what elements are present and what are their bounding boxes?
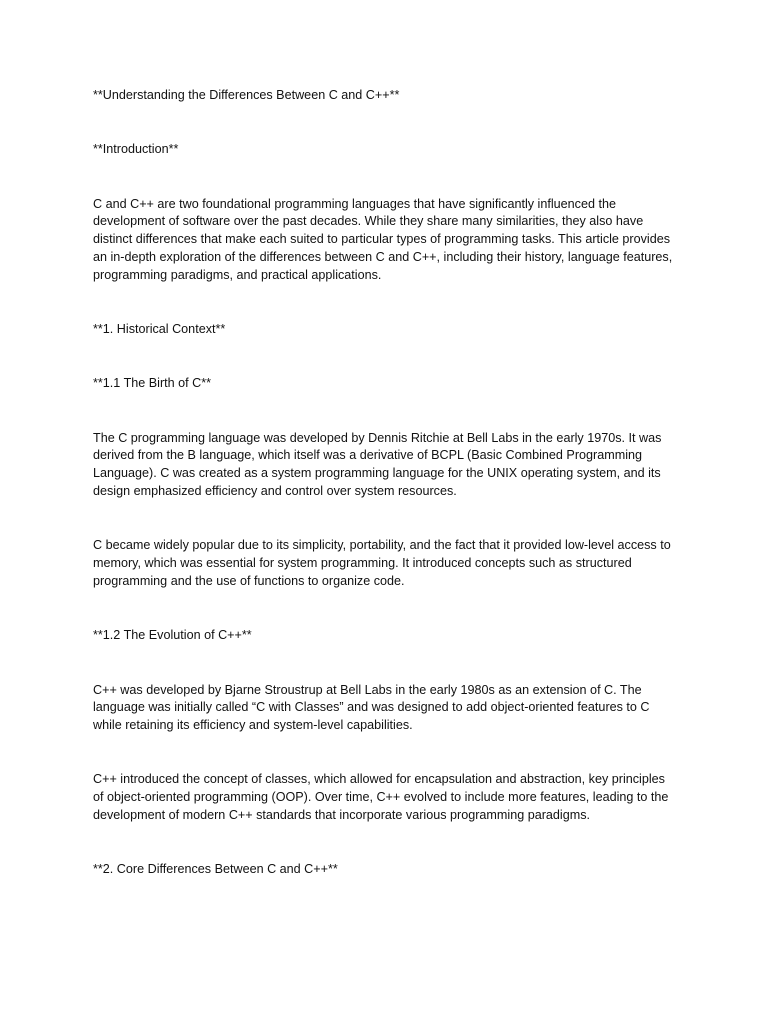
section-1-2-paragraph-1: C++ was developed by Bjarne Stroustrup at Bell Labs in the early 1980s as an extension of C. The language was initially called “C with Classes” and was designed to add object-oriented features to C while retaining its efficiency and system-level capabilities.: [93, 682, 650, 733]
section-2-heading: **2. Core Differences Between C and C++**: [93, 862, 338, 877]
section-1-heading: **1. Historical Context**: [93, 322, 226, 337]
intro-heading: **Introduction**: [93, 142, 179, 157]
intro-paragraph: C and C++ are two foundational programming languages that have significantly influenced the development of software over the past decades. While they share many similarities, they also have distinct differences that make each suited to particular types of programming tasks. This article provides an in-depth exploration of the differences between C and C++, including their history, language features, programming paradigms, and practical applications.: [93, 196, 673, 282]
section-1-1-heading: **1.1 The Birth of C**: [93, 376, 212, 391]
section-1-2-paragraph-2: C++ introduced the concept of classes, which allowed for encapsulation and abstraction, key principles of object-oriented programming (OOP). Over time, C++ evolved to include more features, leading to the development of modern C++ standards that incorporate various programming paradigms.: [93, 772, 669, 823]
document-title: **Understanding the Differences Between C and C++**: [93, 88, 400, 102]
section-1-1-paragraph-1: The C programming language was developed by Dennis Ritchie at Bell Labs in the early 1970s. It was derived from the B language, which itself was a derivative of BCPL (Basic Combined Programming Language). C was created as a system programming language for the UNIX operating system, and its design emphasized efficiency and control over system resources.: [93, 430, 662, 499]
section-1-2-heading: **1.2 The Evolution of C++**: [93, 628, 252, 643]
section-1-1-paragraph-2: C became widely popular due to its simplicity, portability, and the fact that it provided low-level access to memory, which was essential for system programming. It introduced concepts such as structured programming and the use of functions to organize code.: [93, 538, 671, 588]
document-content: [93, 87, 673, 916]
